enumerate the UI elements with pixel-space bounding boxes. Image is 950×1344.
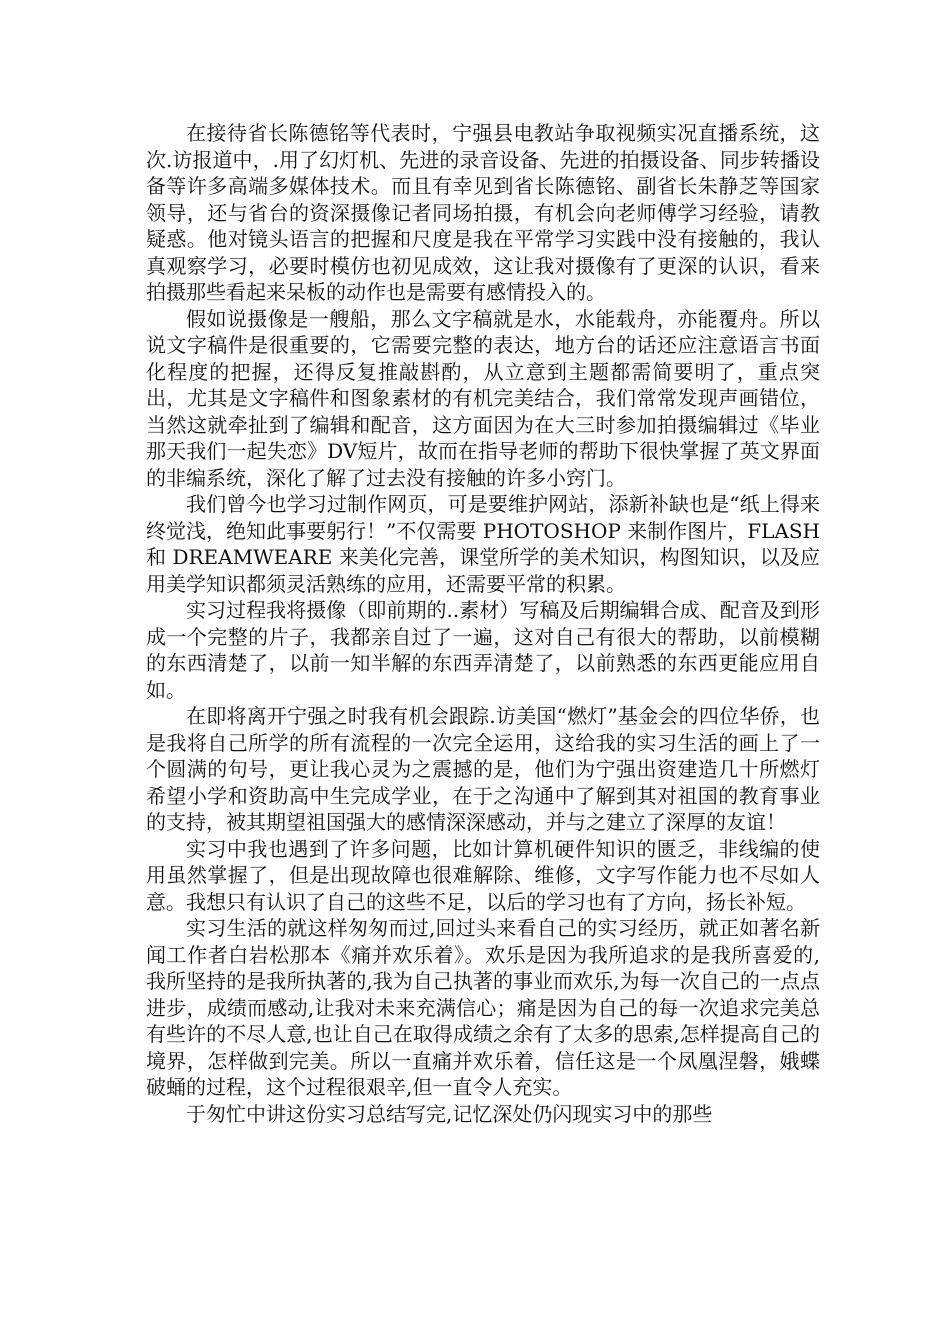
paragraph-2: 假如说摄像是一艘船，那么文字稿就是水，水能载舟，亦能覆舟。所以说文字稿件是很重要的，它需要完整的表达，地方台的话还应注意语言书面化程度的把握，还得反复推敲斟酌，从立意到主题都需简要明了，重点突出，尤其是文字稿件和图象素材的有机完美结合，我们常常发现声画错位，当然这就牵扯到了编辑和配音，这方面因为在大三时参加拍摄编辑过《毕业那天我们一起失恋》DV短片，故而在指导老师的帮助下很快掌握了英文界面的非编系统，深化了解了过去没有接触的许多小窍门。 [146, 306, 820, 490]
paragraph-7: 实习生活的就这样匆匆而过,回过头来看自己的实习经历，就正如著名新闻工作者白岩松那本《痛并欢乐着》。欢乐是因为我所追求的是我所喜爱的,我所坚持的是我所执著的,我为自己执著的事业而欢乐,为每一次自己的一点点进步，成绩而感动,让我对未来充满信心；痛是因为自己的每一次追求完美总有些许的不尽人意,也让自己在取得成绩之余有了太多的思索,怎样提高自己的境界，怎样做到完美。所以一直痛并欢乐着，信任这是一个凤凰涅磐，娥蝶破蛹的过程，这个过程很艰辛,但一直令人充实。 [146, 916, 820, 1099]
paragraph-4: 实习过程我将摄像（即前期的..素材）写稿及后期编辑合成、配音及到形成一个完整的片子，我都亲自过了一遍，这对自己有很大的帮助，以前模糊的东西清楚了，以前一知半解的东西弄清楚了，以前熟悉的东西更能应用自如。 [146, 598, 820, 702]
paragraph-1: 在接待省长陈德铭等代表时，宁强县电教站争取视频实况直播系统，这次.访报道中，.用了幻灯机、先进的录音设备、先进的拍摄设备、同步转播设备等许多高端多媒体技术。而且有幸见到省长陈德铭、副省长朱静芝等国家领导，还与省台的资深摄像记者同场拍摄，有机会向老师傅学习经验，请教疑惑。他对镜头语言的把握和尺度是我在平常学习实践中没有接触的，我认真观察学习，必要时模仿也初见成效，这让我对摄像有了更深的认识，看来拍摄那些看起来呆板的动作也是需要有感情投入的。 [146, 121, 820, 304]
paragraph-8: 于匆忙中讲这份实习总结写完,记忆深处仍闪现实习中的那些 [186, 1101, 713, 1126]
paragraph-5: 在即将离开宁强之时我有机会跟踪.访美国“燃灯”基金会的四位华侨，也是我将自己所学的所有流程的一次完全运用，这给我的实习生活的画上了一个圆满的句号，更让我心灵为之震撼的是，他们为宁强出资建造几十所燃灯希望小学和资助高中生完成学业，在于之沟通中了解到其对祖国的教育事业的支持，被其期望祖国强大的感情深深感动，并与之建立了深厚的友谊！ [146, 704, 820, 834]
paragraph-6: 实习中我也遇到了许多问题，比如计算机硬件知识的匮乏，非线编的使用虽然掌握了，但是出现故障也很难解除、维修，文字写作能力也不尽如人意。我想只有认识了自己的这些不足，以后的学习也有了方向，扬长补短。 [146, 836, 820, 914]
document-body [146, 120, 820, 1127]
paragraph-3: 我们曾今也学习过制作网页，可是要维护网站，添新补缺也是“纸上得来终觉浅，绝知此事要躬行！”不仅需要 PHOTOSHOP 来制作图片，FLASH 和 DREAMWEARE 来美化完善，课堂所学的美术知识，构图知识，以及应用美学知识都须灵活熟练的应用，还需要平常的积累。 [146, 492, 820, 596]
